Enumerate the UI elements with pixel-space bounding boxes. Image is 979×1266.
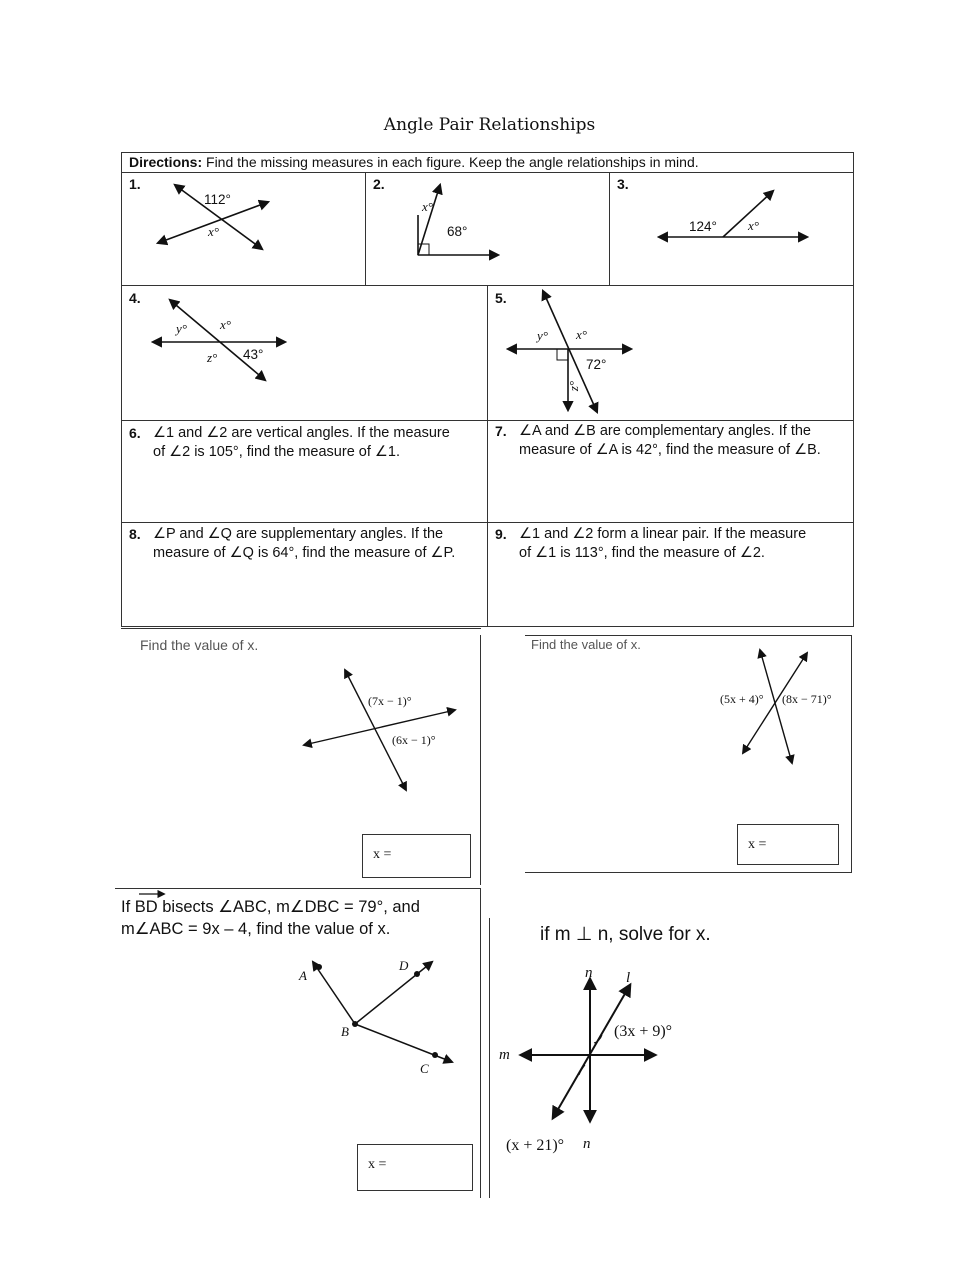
angle-label: z° — [207, 350, 218, 365]
ray-overline — [138, 890, 168, 898]
vertical-angles-equation-figure — [300, 665, 460, 795]
table-rule — [121, 172, 854, 173]
answer-box[interactable]: x = — [737, 824, 839, 865]
problem-text: ∠P and ∠Q are supplementary angles. If the measure of ∠Q is 64°, find the measure of ∠P. — [153, 526, 456, 561]
answer-box[interactable]: x = — [362, 834, 471, 878]
problem-number: 4. — [129, 290, 141, 306]
angle-label: (x + 21)° — [506, 1137, 565, 1154]
angle-bisector-figure — [305, 950, 465, 1070]
section-rule — [480, 635, 481, 885]
problem-number: 2. — [373, 176, 385, 192]
find-x-prompt: Find the value of x. — [140, 637, 259, 653]
problem-text: ∠1 and ∠2 are vertical angles. If the measure of ∠2 is 105°, find the measure of ∠1. — [153, 425, 450, 460]
point-label: A — [299, 968, 307, 983]
perpendicular-lines-figure — [505, 288, 640, 416]
find-x-prompt: Find the value of x. — [531, 637, 641, 652]
perp-problem-text: if m ⊥ n, solve for x. — [540, 924, 711, 945]
angle-label: 43° — [243, 347, 264, 362]
angle-label: 72° — [586, 357, 607, 372]
answer-box[interactable]: x = — [357, 1144, 473, 1191]
intersecting-lines-figure — [150, 295, 290, 385]
linear-pair-figure — [655, 185, 815, 245]
angle-label: (7x − 1)° — [368, 694, 412, 708]
section-rule — [121, 628, 481, 629]
problem-number: 1. — [129, 176, 141, 192]
complementary-angles-figure — [410, 180, 510, 260]
section-rule — [115, 888, 481, 889]
angle-label: (8x − 71)° — [782, 692, 832, 706]
section-rule — [480, 888, 481, 1198]
angle-label: x° — [422, 199, 433, 214]
line-label: l — [626, 970, 631, 986]
angle-label: x° — [748, 218, 759, 233]
section-rule — [489, 918, 490, 1198]
angle-label: x° — [208, 224, 219, 239]
point-label: C — [420, 1061, 429, 1076]
angle-label: (5x + 4)° — [720, 692, 764, 706]
table-rule — [365, 172, 366, 285]
problem-number: 8. — [129, 526, 141, 542]
perpendicular-transversal-figure — [515, 975, 665, 1125]
table-rule — [609, 172, 610, 285]
angle-label: x° — [220, 317, 231, 332]
angle-label: 112° — [204, 192, 231, 207]
problem-number: 3. — [617, 176, 629, 192]
angle-label: 124° — [689, 219, 717, 234]
angle-label: x° — [576, 327, 587, 342]
angle-label: (6x − 1)° — [392, 733, 436, 747]
directions: Directions: Find the missing measures in each figure. Keep the angle relationships in mind. — [129, 154, 699, 170]
vertical-angles-equation-figure — [735, 645, 815, 770]
problem-number: 6. — [129, 425, 141, 441]
problem-number: 5. — [495, 290, 507, 306]
problem-number: 9. — [495, 526, 507, 542]
angle-label: 68° — [447, 224, 468, 239]
angle-label: (3x + 9)° — [614, 1023, 673, 1040]
point-label: D — [399, 958, 409, 973]
angle-label: y° — [176, 321, 187, 336]
table-rule — [487, 285, 488, 627]
line-label: n — [585, 965, 593, 981]
angle-label: z° — [566, 380, 582, 392]
problem-text: ∠1 and ∠2 form a linear pair. If the measure of ∠1 is 113°, find the measure of ∠2. — [519, 526, 807, 561]
page-title: Angle Pair Relationships — [383, 115, 596, 135]
problem-text: ∠A and ∠B are complementary angles. If the measure of ∠A is 42°, find the measure of ∠B. — [519, 423, 821, 458]
line-label: n — [583, 1136, 591, 1152]
line-label: m — [499, 1047, 510, 1063]
angle-label: y° — [537, 328, 548, 343]
point-label: B — [341, 1024, 349, 1039]
problem-number: 7. — [495, 423, 507, 439]
bisect-problem-text: If BD bisects ∠ABC, m∠DBC = 79°, and m∠ABC = 9x – 4, find the value of x. — [121, 898, 420, 938]
